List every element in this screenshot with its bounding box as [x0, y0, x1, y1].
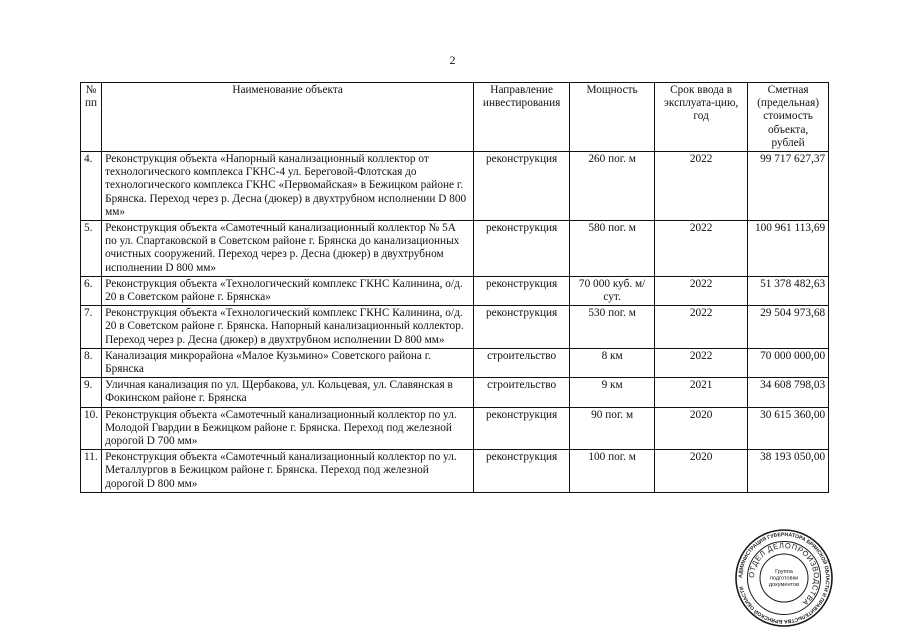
- capacity: 580 пог. м: [570, 221, 655, 277]
- table-row: [81, 276, 829, 305]
- investment-direction: реконструкция: [474, 407, 570, 450]
- investment-direction: реконструкция: [474, 306, 570, 349]
- header-object-name: Наименование объекта: [102, 83, 474, 152]
- header-row: [81, 83, 829, 152]
- object-name: Реконструкция объекта «Напорный канализационный коллектор от технологического комплекса ГКНС-4 ул. Береговой-Флотская до технологического комплекса ГКНС «Первомайская» в Бежицком районе г. Брянска. Переход через р. Десна (дюкер) в двухтрубном исполнении D 800 мм»: [102, 152, 474, 221]
- object-name: Реконструкция объекта «Самотечный канализационный коллектор по ул. Молодой Гвардии в Бежицком районе г. Брянска. Переход под железной дорогой D 700 мм»: [102, 407, 474, 450]
- table-row: [81, 378, 829, 407]
- header-estimated-cost: Сметная (предельная) стоимость объекта, рублей: [748, 83, 829, 152]
- investment-direction: реконструкция: [474, 152, 570, 221]
- row-number: 8.: [81, 348, 102, 377]
- commissioning-year: 2022: [655, 152, 748, 221]
- investment-direction: строительство: [474, 348, 570, 377]
- capacity: 9 км: [570, 378, 655, 407]
- department-stamp: [734, 528, 834, 628]
- object-name: Реконструкция объекта «Технологический комплекс ГКНС Калинина, о/д. 20 в Советском районе г. Брянска»: [102, 276, 474, 305]
- estimated-cost: 99 717 627,37: [748, 152, 829, 221]
- estimated-cost: 34 608 798,03: [748, 378, 829, 407]
- table-body: [81, 152, 829, 493]
- row-number: 9.: [81, 378, 102, 407]
- header-investment-direction: Направление инвестирования: [474, 83, 570, 152]
- row-number: 7.: [81, 306, 102, 349]
- object-name: Уличная канализация по ул. Щербакова, ул. Кольцевая, ул. Славянская в Фокинском районе г. Брянска: [102, 378, 474, 407]
- object-name: Реконструкция объекта «Самотечный канализационный коллектор по ул. Металлургов в Бежицком районе г. Брянска. Переход под железной дорогой D 800 мм»: [102, 450, 474, 493]
- capacity: 100 пог. м: [570, 450, 655, 493]
- commissioning-year: 2020: [655, 450, 748, 493]
- table-row: [81, 450, 829, 493]
- row-number: 10.: [81, 407, 102, 450]
- table-row: [81, 407, 829, 450]
- row-number: 4.: [81, 152, 102, 221]
- row-number: 11.: [81, 450, 102, 493]
- capacity: 8 км: [570, 348, 655, 377]
- capacity: 90 пог. м: [570, 407, 655, 450]
- commissioning-year: 2022: [655, 276, 748, 305]
- investment-direction: строительство: [474, 378, 570, 407]
- capacity: 70 000 куб. м/сут.: [570, 276, 655, 305]
- page-number: 2: [449, 53, 456, 67]
- table-row: [81, 306, 829, 349]
- table-row: [81, 348, 829, 377]
- objects-table: [80, 82, 829, 493]
- stamp-middle-text: ОТДЕЛ ДЕЛОПРОИЗВОДСТВА: [746, 540, 822, 608]
- commissioning-year: 2020: [655, 407, 748, 450]
- capacity: 260 пог. м: [570, 152, 655, 221]
- object-name: Канализация микрорайона «Малое Кузьмино» Советского района г. Брянска: [102, 348, 474, 377]
- commissioning-year: 2022: [655, 221, 748, 277]
- commissioning-year: 2022: [655, 306, 748, 349]
- header-capacity: Мощность: [570, 83, 655, 152]
- object-name: Реконструкция объекта «Технологический комплекс ГКНС Калинина, о/д. 20 в Советском районе г. Брянска. Напорный канализационный коллектор. Переход через р. Десна (дюкер) в двухтрубном исполнении D 800 мм»: [102, 306, 474, 349]
- row-number: 6.: [81, 276, 102, 305]
- header-number: № пп: [81, 83, 102, 152]
- capacity: 530 пог. м: [570, 306, 655, 349]
- investment-direction: реконструкция: [474, 450, 570, 493]
- table-row: [81, 221, 829, 277]
- object-name: Реконструкция объекта «Самотечный канализационный коллектор № 5А по ул. Спартаковской в Советском районе г. Брянска до канализационных очистных сооружений. Переход через р. Десна (дюкер) в двухтрубном исполнении D 800 мм»: [102, 221, 474, 277]
- estimated-cost: 30 615 360,00: [748, 407, 829, 450]
- estimated-cost: 51 378 482,63: [748, 276, 829, 305]
- table-header: [81, 83, 829, 152]
- row-number: 5.: [81, 221, 102, 277]
- estimated-cost: 70 000 000,00: [748, 348, 829, 377]
- stamp-outer-text: АДМИНИСТРАЦИЯ ГУБЕРНАТОРА БРЯНСКОЙ ОБЛАСТИ И ПРАВИТЕЛЬСТВА БРЯНСКОЙ ОБЛАСТИ: [737, 531, 831, 625]
- investment-direction: реконструкция: [474, 221, 570, 277]
- header-commissioning-year: Срок ввода в эксплуата-цию, год: [655, 83, 748, 152]
- commissioning-year: 2022: [655, 348, 748, 377]
- table-row: [81, 152, 829, 221]
- commissioning-year: 2021: [655, 378, 748, 407]
- stamp-center-text: Группа подготовки документов: [768, 569, 800, 588]
- investment-direction: реконструкция: [474, 276, 570, 305]
- estimated-cost: 38 193 050,00: [748, 450, 829, 493]
- estimated-cost: 100 961 113,69: [748, 221, 829, 277]
- estimated-cost: 29 504 973,68: [748, 306, 829, 349]
